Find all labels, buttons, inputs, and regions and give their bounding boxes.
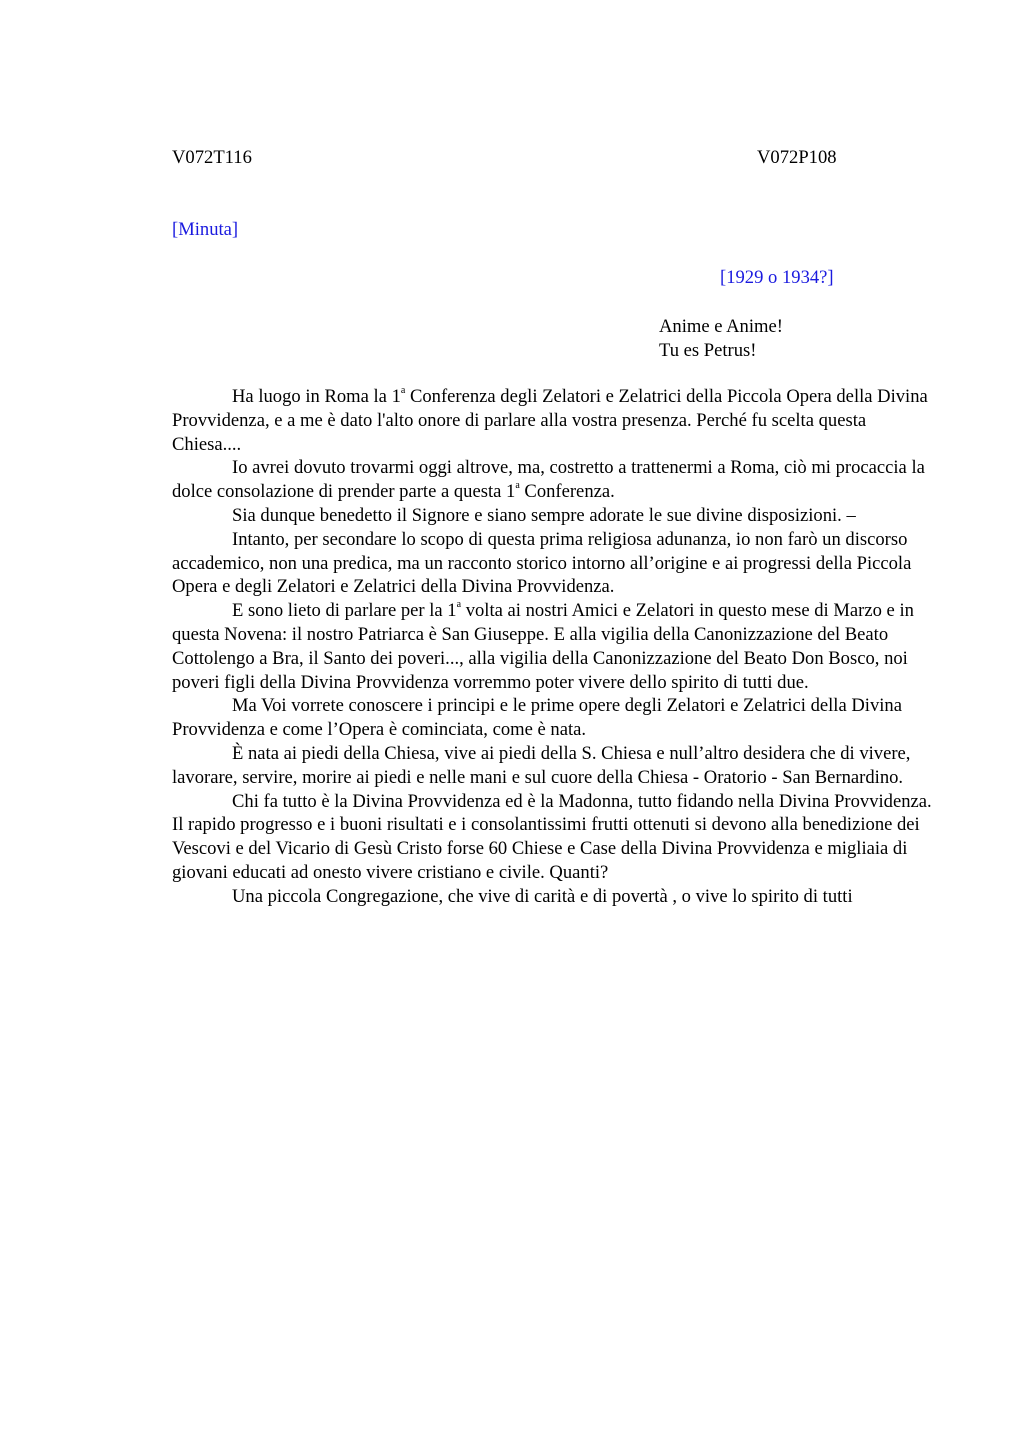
paragraph-9: Una piccola Congregazione, che vive di carità e di povertà , o vive lo spirito di tutti: [232, 885, 853, 907]
paragraph-2: [172, 456, 932, 504]
paragraph-4: Intanto, per secondare lo scopo di questa prima religiosa adunanza, io non farò un discorso accademico, non una predica, ma un racconto storico intorno all’origine e ai progressi della Piccola Opera e degli Zelatori e Zelatrici della Divina Provvidenza.: [172, 528, 912, 598]
paragraph-3: Sia dunque benedetto il Signore e siano sempre adorate le sue divine disposizioni. –: [232, 504, 856, 526]
paragraph-1-text-b: Conferenza degli Zelatori e Zelatrici della Piccola Opera della Divina Provvidenza, e a me è dato l'alto onore di parlare alla vostra presenza. Perché fu scelta questa Chiesa....: [172, 386, 928, 455]
paragraph-6: Ma Voi vorrete conoscere i principi e le prime opere degli Zelatori e Zelatrici della Divina Provvidenza e come l’Opera è cominciata, come è nata.: [172, 695, 902, 741]
greeting-line-2: Tu es Petrus!: [659, 339, 757, 361]
greeting-block: [659, 315, 783, 363]
paragraph-2-text-a: Io avrei dovuto trovarmi oggi altrove, ma, costretto a trattenermi a Roma, ciò mi procaccia la dolce consolazione di prender parte a questa 1: [172, 457, 925, 503]
document-code-left: V072T116: [172, 147, 252, 168]
minuta-annotation: [Minuta]: [172, 219, 239, 240]
paragraph-5-text-a: E sono lieto di parlare per la 1: [232, 600, 457, 622]
document-code-right: V072P108: [757, 147, 837, 168]
greeting-line-1: Anime e Anime!: [659, 316, 783, 337]
paragraph-1: [172, 385, 932, 456]
paragraph-1-text-a: Ha luogo in Roma la 1: [232, 386, 401, 407]
ordinal-superscript: a: [400, 385, 406, 396]
paragraph-5-text-b: volta ai nostri Amici e Zelatori in questo mese di Marzo e in questa Novena: il nostro Patriarca è San Giuseppe. E alla vigilia della Canonizzazione del Beato Cottolengo a Bra, il Santo dei poveri..., alla vigilia della Canonizzazione del Beato Don Bosco, noi poveri figli della Divina Provvidenza vorremmo poter vivere dello spirito di tutti due.: [172, 600, 914, 693]
paragraph-7: È nata ai piedi della Chiesa, vive ai piedi della S. Chiesa e null’altro desidera che di vivere, lavorare, servire, morire ai piedi e nelle mani e sul cuore della Chiesa - Oratorio - San Bernardino.: [172, 742, 911, 788]
paragraph-8: Chi fa tutto è la Divina Provvidenza ed è la Madonna, tutto fidando nella Divina Provvidenza. Il rapido progresso e i buoni risultati e i consolantissimi frutti ottenuti si devono alla benedizione dei Vescovi e del Vicario di Gesù Cristo forse 60 Chiese e Case della Divina Provvidenza e migliaia di giovani educati ad onesto vivere cristiano e civile. Quanti?: [172, 790, 932, 883]
paragraph-5: [172, 599, 932, 694]
ordinal-superscript: a: [456, 599, 462, 611]
paragraph-2-text-b: Conferenza.: [519, 481, 615, 503]
letter-body: [172, 385, 932, 909]
date-annotation: [1929 o 1934?]: [720, 267, 834, 288]
ordinal-superscript: a: [515, 480, 520, 492]
